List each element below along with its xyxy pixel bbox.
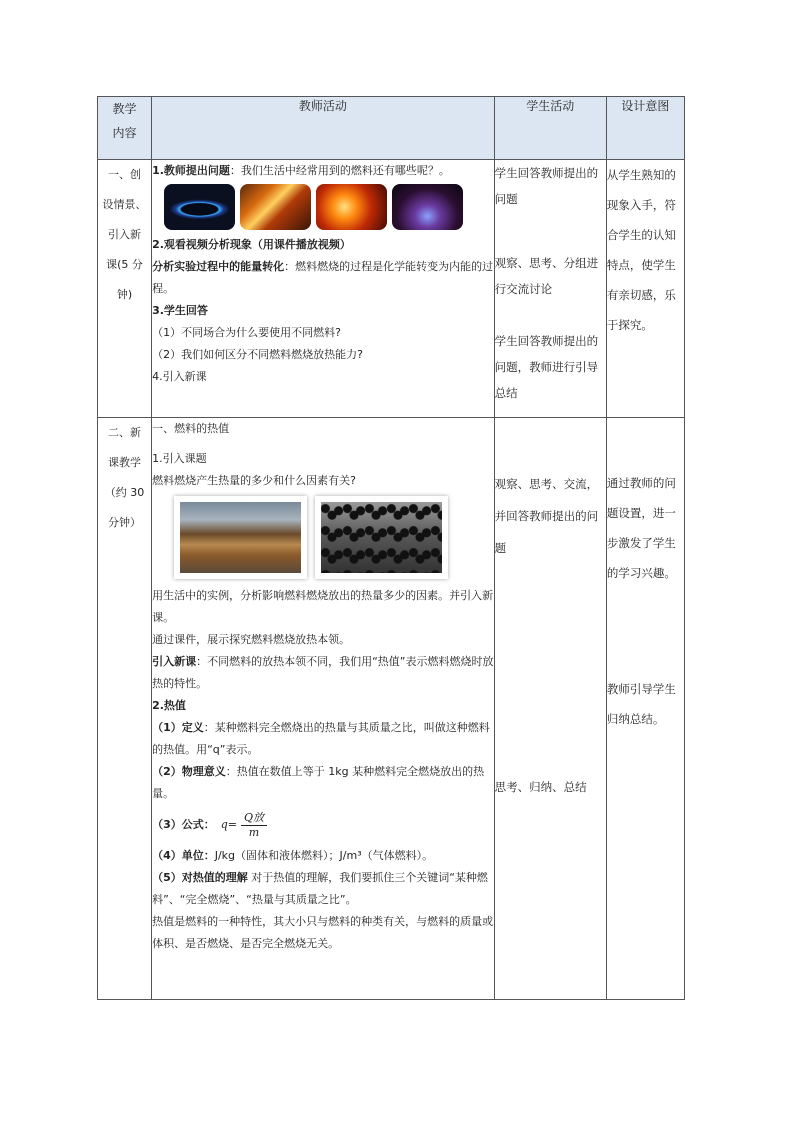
- header-design: 设计意图: [606, 97, 684, 160]
- section1-row: [98, 160, 685, 418]
- s1-item1-text: ：我们生活中经常用到的燃料还有哪些呢？。: [229, 164, 450, 177]
- fuel-images: [164, 184, 494, 230]
- fuel-photos: [174, 496, 494, 579]
- s2-para-last: 热值是燃料的一种特性，其大小只与燃料的种类有关，与燃料的质量或体积、是否燃烧、是否完全燃烧无关。: [152, 915, 494, 950]
- s2-understand: [152, 867, 494, 911]
- s1-item2-sub-title: 分析实验过程中的能量转化: [152, 260, 285, 273]
- s2-unit: [152, 845, 494, 867]
- s2-unit-text: J/kg（固体和液体燃料）；J/m³（气体燃料）。: [214, 849, 434, 862]
- s2-para1: 用生活中的实例，分析影响燃料燃烧放出的热量多少的因素。并引入新课。: [152, 589, 494, 624]
- s1-q1: （1）不同场合为什么要使用不同燃料?: [152, 326, 341, 339]
- header-content: [98, 97, 152, 160]
- coal-fire-icon: [316, 184, 387, 230]
- s2-para3-title: 引入新课: [152, 655, 197, 668]
- formula-q: q: [220, 818, 228, 831]
- category-line: 设情景、: [102, 198, 147, 211]
- header-student: 学生活动: [494, 97, 606, 160]
- s2-item1-title: 1.引入课题: [152, 452, 207, 465]
- header-content-line2: 内容: [112, 126, 137, 140]
- s2-formula-title: （3）公式：: [152, 818, 215, 831]
- category-line: 引入新: [108, 228, 142, 241]
- section2-student: [494, 418, 606, 1000]
- category-line: 课教学: [108, 456, 142, 469]
- blue-flame-icon: [392, 184, 463, 230]
- s1-item1-title: 1.教师提出问题: [152, 164, 230, 177]
- s2-understand-title: （5）对热值的理解: [152, 871, 248, 884]
- s2-item1-text: 燃料燃烧产生热量的多少和什么因素有关?: [152, 474, 356, 487]
- category-line: （约 30: [104, 486, 145, 499]
- section1-category: [98, 160, 152, 418]
- s1-item2-sub-text: ：燃料燃烧的过程是化学能转变为内能的过程。: [152, 260, 494, 295]
- design-intent-text: 通过教师的问题设置，进一步激发了学生的学习兴趣。: [606, 476, 676, 580]
- s2-meaning-title: （2）物理意义: [152, 765, 226, 778]
- s2-para3: [152, 651, 494, 695]
- s1-item4: 4.引入新课: [152, 370, 207, 383]
- s2-formula: [152, 805, 494, 845]
- student-activity-text: 观察、思考、分组进行交流讨论: [494, 256, 599, 296]
- s2-para3-text: ：不同燃料的放热本领不同，我们用“热值”表示燃料燃烧时放热的特性。: [152, 655, 494, 690]
- gas-flame-icon: [164, 184, 235, 230]
- design-intent-text: 从学生熟知的现象入手，符合学生的认知特点，使学生有亲切感，乐于探究。: [606, 168, 676, 332]
- s2-definition-text: ：某种燃料完全燃烧出的热量与其质量之比，叫做这种燃料的热值。用“q”表示。: [152, 721, 490, 756]
- category-line: 分钟）: [108, 516, 142, 529]
- lesson-plan-table: [97, 96, 685, 1000]
- s1-q2: （2）我们如何区分不同燃料燃烧放热能力?: [152, 348, 363, 361]
- wood-fire-icon: [240, 184, 311, 230]
- s2-heading: 一、燃料的热值: [152, 422, 230, 435]
- formula-numerator: Q放: [241, 811, 267, 826]
- honeycomb-coal-photo: [315, 496, 448, 579]
- section2-category: [98, 418, 152, 1000]
- student-activity-text: 思考、归纳、总结: [494, 780, 587, 794]
- section1-design: [606, 160, 684, 418]
- s2-meaning-text: ：热值在数值上等于 1kg 某种燃料完全燃烧放出的热量。: [152, 765, 485, 800]
- student-activity-text: 学生回答教师提出的问题: [494, 166, 599, 206]
- section1-teacher: [152, 160, 495, 418]
- s2-item2-title: 2.热值: [152, 699, 186, 712]
- s1-item2-sub: [152, 256, 494, 300]
- category-line: 课(5 分: [106, 258, 143, 271]
- header-row: [98, 97, 685, 160]
- s2-definition-title: （1）定义: [152, 721, 204, 734]
- student-activity-text: 观察、思考、交流，并回答教师提出的问题: [494, 477, 599, 555]
- s2-understand-text: 对于热值的理解，我们要抓住三个关键词“某种燃料”、“完全燃烧”、“热量与其质量之比”。: [152, 871, 488, 906]
- formula-fraction: [241, 811, 267, 840]
- formula-eq: =: [227, 818, 237, 831]
- s2-unit-title: （4）单位：: [152, 849, 215, 862]
- s1-item2-title: 2.观看视频分析现象（用课件播放视频）: [152, 238, 351, 251]
- design-intent-text: 教师引导学生归纳总结。: [606, 682, 676, 726]
- header-content-line1: 教学: [112, 102, 137, 116]
- header-teacher: 教师活动: [152, 97, 495, 160]
- category-line: 钟): [116, 288, 133, 301]
- section2-row: [98, 418, 685, 1000]
- section2-design: [606, 418, 684, 1000]
- s2-definition: [152, 717, 494, 761]
- section1-student: [494, 160, 606, 418]
- section2-teacher: [152, 418, 495, 1000]
- formula-denominator: m: [248, 825, 260, 839]
- category-line: 二、新: [108, 426, 142, 439]
- s1-item1: [152, 160, 494, 182]
- s2-para2: 通过课件，展示探究燃料燃烧放热本领。: [152, 633, 351, 646]
- firewood-photo: [174, 496, 307, 579]
- category-line: 一、创: [108, 168, 142, 181]
- s2-meaning: [152, 761, 494, 805]
- student-activity-text: 学生回答教师提出的问题，教师进行引导总结: [494, 334, 599, 400]
- s1-item3-title: 3.学生回答: [152, 304, 208, 317]
